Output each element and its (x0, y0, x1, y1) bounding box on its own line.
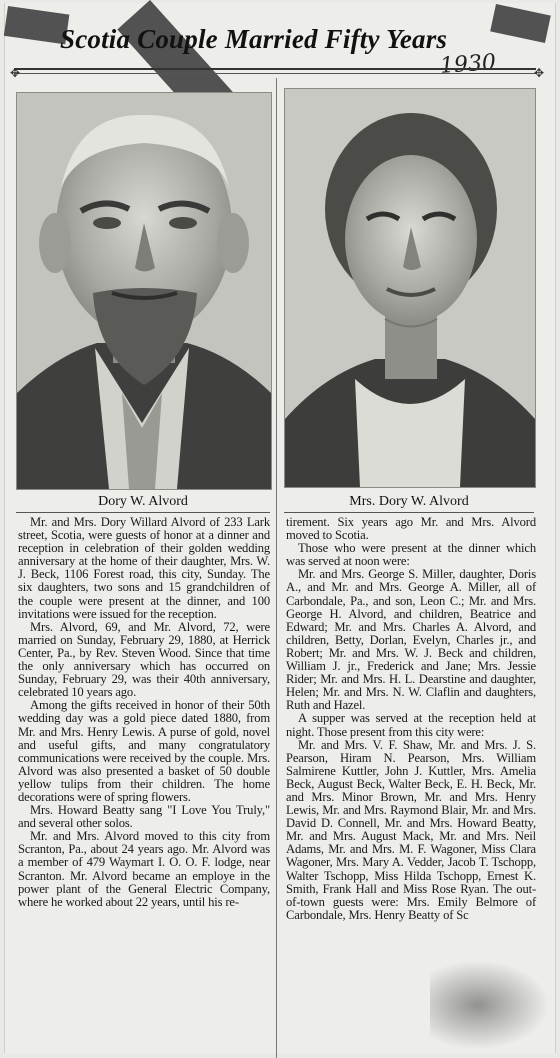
paragraph: Mr. and Mrs. Alvord moved to this city from Scranton, Pa., about 24 years ago. Mr. Alvord was a member of 479 Waymart I. O. O. F. lodge, near Scranton. Mr. Alvord became an employe in the power plant of the General Electric Company, where he worked about 22 years, until his re- (18, 829, 270, 909)
caption-rule-right (284, 512, 534, 513)
paragraph: Mrs. Alvord, 69, and Mr. Alvord, 72, were married on Sunday, February 29, 1880, at Herrick Center, Pa., by Rev. Steven Wood. Since that time the only anniversary which has occurred on Sunday, February 29, was their 40th anniversary, celebrated 10 years ago. (18, 619, 270, 700)
paragraph: Mr. and Mrs. Dory Willard Alvord of 233 Lark street, Scotia, were guests of honor at a dinner and reception in celebration of their golden wedding anniversary at the home of their daughter, Mrs. W. J. Beck, 1106 Forest road, this city, Sunday. The six daughters, two sons and 15 grandchildren of the couple were present at the dinner, and 100 invitations were issued for the reception. (18, 515, 270, 621)
headline: Scotia Couple Married Fifty Years (60, 24, 448, 54)
ornament-left: ✥ (10, 66, 21, 80)
paragraph: Mr. and Mrs. V. F. Shaw, Mr. and Mrs. J. S. Pearson, Hiram N. Pearson, Mrs. William Salmirene Kuttler, John J. Kuttler, Mrs. Amelia Beck, August Beck, Walter Beck, E. H. Beck, Mr. and Mrs. Minor Brown, Mr. and Mrs. Henry Lewis, Mr. and Mrs. Raymond Blair, Mr. and Mrs. David D. Connell, Mr. and Mrs. Howard Beatty, Mr. and Mrs. August Mack, Mr. and Mrs. Neil Adams, Mr. and Mrs. M. F. Wagoner, Miss Clara Wagoner, Mrs. Mary A. Vedder, Jacob T. Tschopp, Walter Tschopp, Miss Hilda Tschopp, Ernest K. Smith, Frank Hall and Miss Rose Ryan. The out-of-town guests were: Mrs. Emily Belmore of Carbondale, Mrs. Henry Beatty of Sc (286, 737, 536, 922)
caption-left: Dory W. Alvord (98, 494, 188, 509)
column-divider (276, 78, 277, 1058)
headline-rule-thin (14, 73, 536, 74)
paragraph: Among the gifts received in honor of their 50th wedding day was a gold piece dated 1880, from Mr. and Mrs. Henry Lewis. A purse of gold, novel and useful gifts, and many congratulatory communications were received by the couple. Mrs. Alvord was also presented a basket of 50 double yellow tulips from their children. The home decorations were of spring flowers. (18, 698, 270, 804)
ornament-right: ✥ (534, 66, 545, 80)
paragraph: Mrs. Howard Beatty sang "I Love You Truly," and several other solos. (18, 803, 270, 831)
paragraph: tirement. Six years ago Mr. and Mrs. Alvord moved to Scotia. (286, 515, 536, 543)
article-column-right (286, 516, 536, 922)
caption-rule-left (16, 512, 270, 513)
paragraph: A supper was served at the reception held at night. Those present from this city were: (286, 711, 536, 739)
portrait-woman (285, 89, 535, 487)
year-annotation: 1930 (439, 50, 497, 79)
caption-right: Mrs. Dory W. Alvord (349, 494, 469, 509)
paragraph: Those who were present at the dinner which was served at noon were: (286, 541, 536, 569)
portrait-man (17, 93, 271, 489)
photo-mrs-dory-alvord (284, 88, 536, 488)
paragraph: Mr. and Mrs. George S. Miller, daughter, Doris A., and Mr. and Mrs. George A. Miller, all of Carbondale, Pa., and son, Leon C.; Mr. and Mrs. George H. Alvord, and children, Beatrice and Edward; Mr. and Mrs. Charles A. Alvord, and children, Betty, Dorlan, Evelyn, Charles jr., and Robert; Mr. and Mrs. W. J. Beck and children, William J. jr., Frederick and Jane; Mrs. Jessie Rider; Mr. and Mrs. H. L. Dearstine and daughter, Helen; Mr. and Mrs. N. W. Claflin and daughters, Ruth and Hazel. (286, 567, 536, 713)
photo-dory-alvord (16, 92, 272, 490)
article-column-left (18, 516, 270, 909)
headline-rule (14, 68, 536, 70)
